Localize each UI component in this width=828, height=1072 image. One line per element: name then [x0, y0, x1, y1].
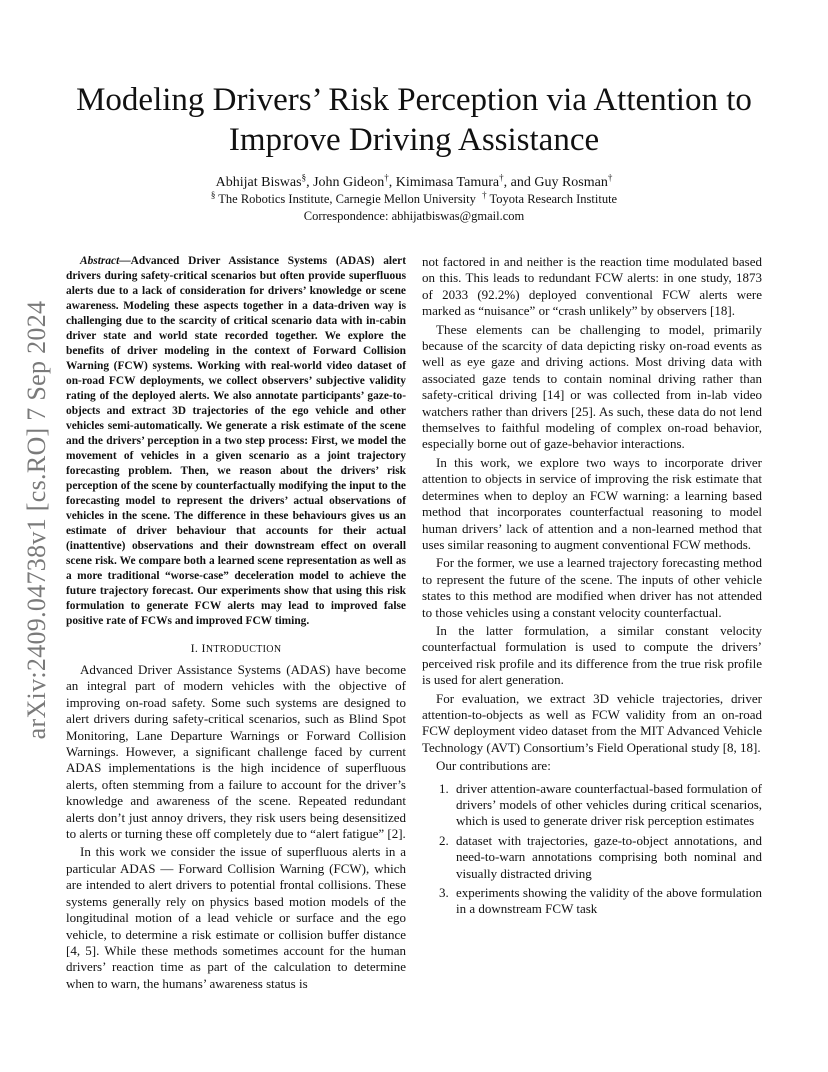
- abstract-text: —Advanced Driver Assistance Systems (ADAS) alert drivers during safety-critical scenarios but often provide superfluous alerts due to a lack of consideration for drivers’ knowledge or scene awareness. Modeling these aspects together in a data-driven way is challenging due to the scarcity of critical scenario data with in-cabin driver state and world state recorded together. We explore the benefits of driver modeling in the context of Forward Collision Warning (FCW) systems. Working with real-world video dataset of on-road FCW deployments, we collect observers’ subjective validity rating of the deployed alerts. We also annotate participants’ gaze-to-objects and extract 3D trajectories of the ego vehicle and other vehicles semi-automatically. We generate a risk estimate of the scene and the drivers’ perception in a two step process: First, we model the movement of vehicles in a given scenario as a joint trajectory forecasting problem. Then, we reason about the drivers’ risk perception of the scene by counterfactually modifying the input to the forecasting model to represent the drivers’ actual observations of vehicles in the scene. The difference in these behaviours gives us an estimate of driver behaviour that accounts for their actual (inattentive) observations and their downstream effect on overall scene risk. We compare both a learned scene representation as well as a more traditional “worse-case” deceleration model to achieve the future trajectory forecast. Our experiments show that using this risk formulation to generate FCW alerts may lead to improved false positive rate of FCWs and improved FCW timing.: [66, 255, 406, 627]
- list-item: 2. dataset with trajectories, gaze-to-object annotations, and need-to-warn annotations comprising both nominal and visually distracted driving: [452, 833, 762, 882]
- contributions-list: [422, 781, 762, 918]
- paragraph: Advanced Driver Assistance Systems (ADAS) have become an integral part of modern vehicles with the objective of improving on-road safety. Some such systems are designed to alert drivers during safety-critical scenarios, such as Blind Spot Monitoring, Lane Departure Warnings or Forward Collision Warnings. However, a significant challenge faced by current ADAS implementations is the high incidence of superfluous alerts, often stemming from a failure to account for the driver’s knowledge and awareness of the scene. Repeated redundant alerts don’t just annoy drivers, they risk users being desensitized to alerts or turning these off completely due to “alert fatigue” [2].: [66, 662, 406, 842]
- left-column: [66, 254, 406, 992]
- paper-title: Modeling Drivers’ Risk Perception via Attention to Improve Driving Assistance: [76, 82, 752, 158]
- section-heading-introduction: I. INTRODUCTION: [190, 641, 282, 655]
- paragraph: Our contributions are:: [436, 758, 551, 774]
- paragraph: In this work we consider the issue of superfluous alerts in a particular ADAS — Forward Collision Warning (FCW), which are intended to alert drivers to potential frontal collisions. These systems generally rely on physics based motion models of the longitudinal motion of a lead vehicle or surface and the ego vehicle, to determine a risk estimate or collision buffer distance [4, 5]. While these methods sometimes account for the human drivers’ reaction time as part of the calculation to determine when to warn, the humans’ awareness status is: [66, 844, 406, 991]
- paragraph: In this work, we explore two ways to incorporate driver attention to objects in service of improving the risk estimate that determines when to deploy an FCW warning: a learning based method that incorporates counterfactual reasoning to model human drivers’ lack of attention and a non-learned method that uses similar reasoning to augment conventional FCW methods.: [422, 454, 762, 552]
- list-item: 1. driver attention-aware counterfactual-based formulation of drivers’ models of other vehicles during critical scenarios, which is used to generate driver risk perception estimates: [452, 781, 762, 830]
- author-list: Abhijat Biswas§, John Gideon†, Kimimasa Tamura†, and Guy Rosman†: [215, 172, 613, 190]
- paragraph: These elements can be challenging to model, primarily because of the scarcity of data depicting risky on-road events as well as eye gaze and driving actions. Most driving data with associated gaze tends to contain nominal driving rather than safety-critical driving [14] or was collected from in-lab video watchers rather than drivers [25]. As such, these data do not lend themselves to faithful modeling of complex on-road behavior, especially borne out of gaze-behavior interactions.: [422, 321, 762, 452]
- affiliations: § The Robotics Institute, Carnegie Mellon University † Toyota Research Institute: [210, 189, 618, 206]
- paragraph: not factored in and neither is the reaction time modulated based on this. This leads to redundant FCW alerts: in one study, 1873 of 2033 (92.2%) deployed conventional FCW alerts were marked as “nuisance” or “crash unlikely” by observers [18].: [422, 254, 762, 319]
- paragraph: For the former, we use a learned trajectory forecasting method to represent the future of the scene. The inputs of other vehicle states to this method are modified when driver has not attended to those vehicles using a constant velocity counterfactual.: [422, 555, 762, 620]
- correspondence: Correspondence: abhijatbiswas@gmail.com: [303, 209, 525, 223]
- list-item: 3. experiments showing the validity of the above formulation in a downstream FCW task: [452, 885, 762, 918]
- abstract: [66, 254, 406, 629]
- right-column: [422, 254, 762, 921]
- arxiv-id-text: arXiv:2409.04738v1 [cs.RO] 7 Sep 2024: [22, 300, 51, 740]
- abstract-label: Abstract: [80, 255, 120, 267]
- paragraph: For evaluation, we extract 3D vehicle trajectories, driver attention-to-objects as well as FCW validity from an on-road FCW deployment video dataset from the MIT Advanced Vehicle Technology (AVT) Consortium’s Field Operational study [8, 18].: [422, 690, 762, 755]
- arxiv-identifier: [22, 260, 52, 780]
- paragraph: In the latter formulation, a similar constant velocity counterfactual formulation is used to compute the drivers’ perceived risk profile and its difference from the true risk profile is used for alert generation.: [422, 622, 762, 688]
